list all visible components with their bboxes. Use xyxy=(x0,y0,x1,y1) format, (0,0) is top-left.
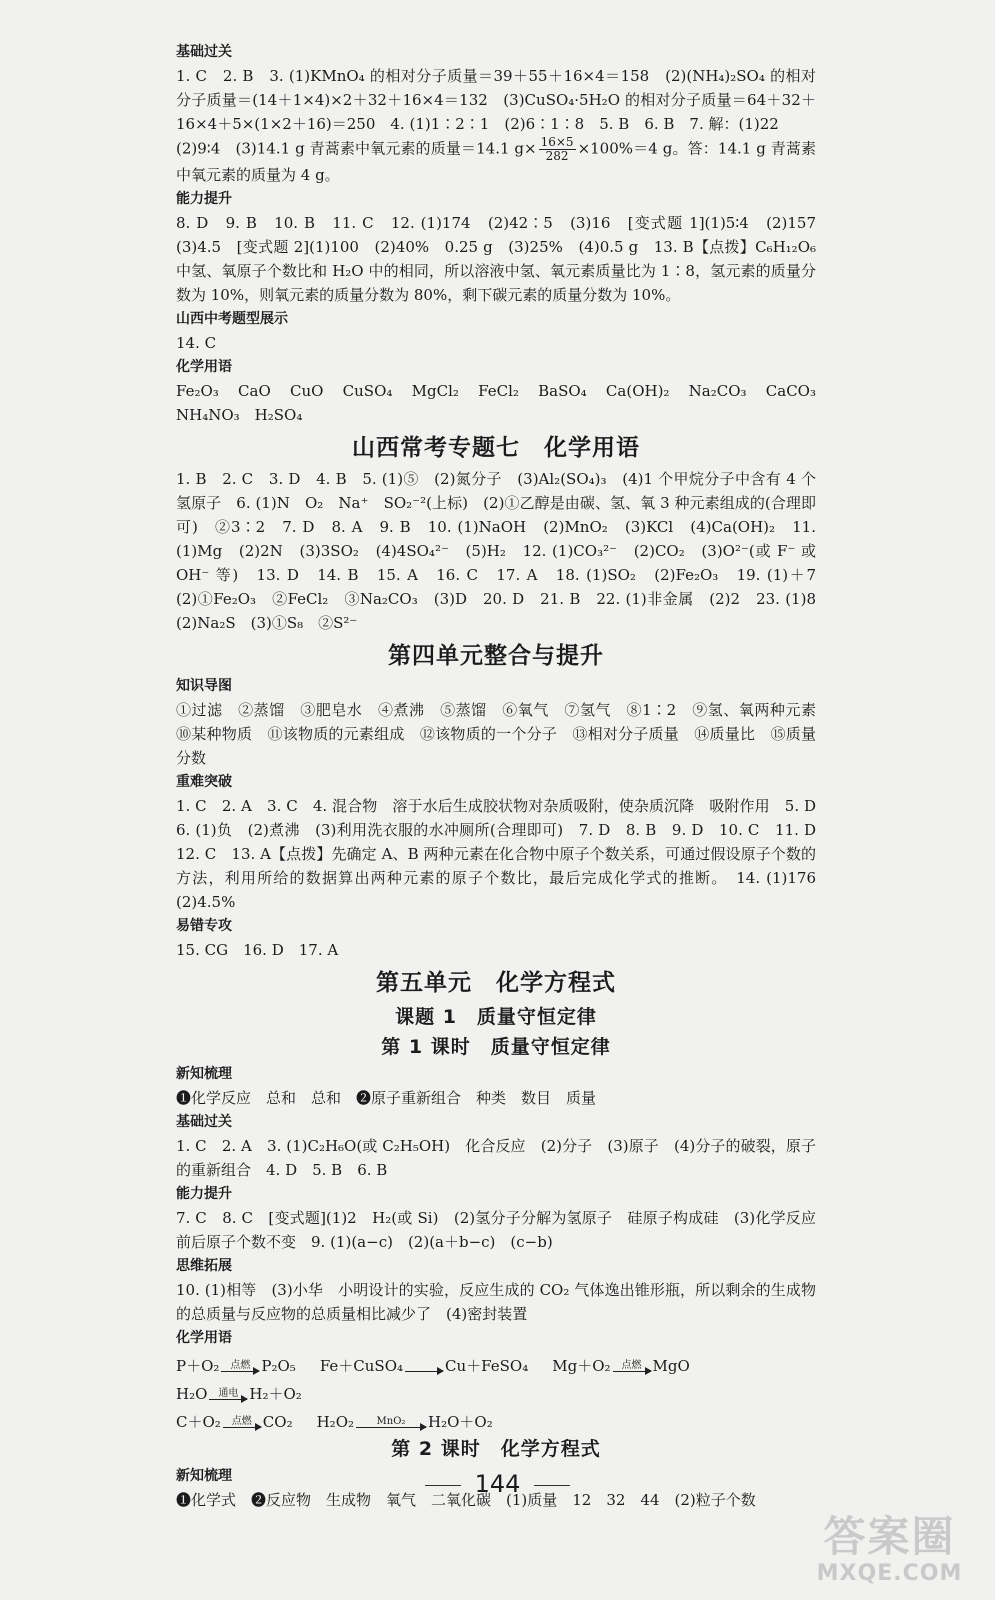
page-footer xyxy=(0,1470,995,1498)
reactants: H₂O xyxy=(176,1385,208,1403)
reactants: Fe＋CuSO₄ xyxy=(319,1357,404,1375)
reaction-condition: MnO₂ xyxy=(376,1416,406,1427)
products: MgO xyxy=(652,1357,690,1375)
reaction-arrow xyxy=(405,1371,443,1378)
answer-text: 15. CG 16. D 17. A xyxy=(176,941,339,959)
section-heading: 山西中考题型展示 xyxy=(176,311,288,327)
reactants: H₂O₂ xyxy=(316,1413,354,1431)
reaction-condition: 点燃 xyxy=(231,1416,252,1427)
page-number: 144 xyxy=(474,1470,521,1498)
reaction-arrow xyxy=(223,1416,261,1434)
section-heading: 易错专攻 xyxy=(176,918,232,934)
watermark-text: 答案圈 xyxy=(823,1512,956,1561)
reaction-arrow xyxy=(221,1360,259,1378)
reactants: P＋O₂ xyxy=(176,1357,220,1375)
lesson-title: 课题 1 质量守恒定律 xyxy=(395,1006,597,1028)
chemical-equation xyxy=(320,1354,528,1378)
reaction-condition: 点燃 xyxy=(621,1360,642,1371)
section-heading: 化学用语 xyxy=(176,1330,232,1346)
section-heading: 新知梳理 xyxy=(176,1066,232,1082)
chemical-equation xyxy=(552,1354,690,1378)
chemical-equation xyxy=(176,1410,293,1434)
answer-content xyxy=(176,40,832,1512)
unit-title: 第四单元整合与提升 xyxy=(388,643,604,669)
answer-text: 1. C 2. B 3. (1)KMnO₄ 的相对分子质量＝39＋55＋16×4＝158 (2)(NH₄)₂SO₄ 的相对分子质量＝(14＋1×4)×2＋32＋16×4＝132 (3)CuSO₄·5H₂O 的相对分子质量＝64＋32＋16×4＋5×(1×2＋16)＝250 4. (1)1∶2∶1 (2)6∶1∶8 5. B 6. B 7. 解：(1)22 xyxy=(176,67,816,133)
watermark-url: MXQE.COM xyxy=(816,1561,963,1586)
section-heading: 基础过关 xyxy=(176,44,232,60)
products: P₂O₅ xyxy=(261,1357,296,1375)
answer-text: 10. (1)相等 (3)小华 小明设计的实验，反应生成的 CO₂ 气体逸出锥形瓶，所以剩余的生成物的总质量与反应物的总质量相比减少了 (4)密封装置 xyxy=(176,1281,816,1323)
answer-text: ❶化学式 ❷反应物 生成物 氧气 二氧化碳 (1)质量 12 32 44 (2)粒子个数 xyxy=(176,1491,756,1509)
products: Cu＋FeSO₄ xyxy=(445,1357,529,1375)
answer-text-fraction-line xyxy=(176,136,816,187)
section-heading: 基础过关 xyxy=(176,1114,232,1130)
answer-text: (2)9∶4 (3)14.1 g 青蒿素中氧元素的质量＝14.1 g× xyxy=(176,139,537,158)
answer-text: ❶化学反应 总和 总和 ❷原子重新组合 种类 数目 质量 xyxy=(176,1089,597,1107)
chemical-equation xyxy=(176,1382,302,1406)
chemical-equation xyxy=(317,1410,493,1434)
section-heading: 思维拓展 xyxy=(176,1258,232,1274)
section-heading: 化学用语 xyxy=(176,359,232,375)
reactants: Mg＋O₂ xyxy=(552,1357,611,1375)
fraction-numerator: 16×5 xyxy=(540,135,574,149)
equation-row xyxy=(176,1354,816,1406)
chemical-equation xyxy=(176,1354,296,1378)
answer-text: 1. C 2. A 3. (1)C₂H₆O(或 C₂H₅OH) 化合反应 (2)分子 (3)原子 (4)分子的破裂，原子的重新组合 4. D 5. B 6. B xyxy=(176,1137,816,1179)
equation-row xyxy=(176,1410,816,1434)
period-title: 第 2 课时 化学方程式 xyxy=(391,1438,601,1460)
reaction-condition: 通电 xyxy=(218,1388,239,1399)
fraction-denominator: 282 xyxy=(545,149,569,163)
watermark-logo xyxy=(802,1513,977,1586)
answer-text: 7. C 8. C [变式题](1)2 H₂(或 Si) (2)氢分子分解为氢原子 硅原子构成硅 (3)化学反应前后原子个数不变 9. (1)(a−c) (2)(a＋b−c) (c−b) xyxy=(176,1209,816,1251)
reaction-arrow xyxy=(356,1416,426,1434)
answer-text: ×100%＝4 g。答：14.1 g 青蒿素中氧元素的质量为 4 g。 xyxy=(176,139,816,184)
formula-list: Fe₂O₃ CaO CuO CuSO₄ MgCl₂ FeCl₂ BaSO₄ Ca(OH)₂ Na₂CO₃ CaCO₃ NH₄NO₃ H₂SO₄ xyxy=(176,382,832,424)
section-heading: 重难突破 xyxy=(176,774,232,790)
answer-text: ①过滤 ②蒸馏 ③肥皂水 ④煮沸 ⑤蒸馏 ⑥氧气 ⑦氢气 ⑧1∶2 ⑨氢、氧两种元素 ⑩某种物质 ⑪该物质的元素组成 ⑫该物质的一个分子 ⑬相对分子质量 ⑭质量比 ⑮质量分数 xyxy=(176,701,832,767)
products: CO₂ xyxy=(262,1413,293,1431)
products: H₂O＋O₂ xyxy=(428,1413,493,1431)
fraction xyxy=(539,136,576,163)
topic-title: 山西常考专题七 化学用语 xyxy=(352,435,640,461)
answer-text: 14. C xyxy=(176,334,217,352)
answer-text: 1. C 2. A 3. C 4. 混合物 溶于水后生成胶状物对杂质吸附，使杂质沉降 吸附作用 5. D 6. (1)负 (2)煮沸 (3)利用洗衣服的水冲厕所(合理即可) 7. D 8. B 9. D 10. C 11. D 12. C 13. A【点拨】先确定 A、B 两种元素在化合物中原子个数关系，可通过假设原子个数的方法，利用所给的数据算出两种元素的原子个数比，最后完成化学式的推断。 14. (1)176 (2)4.5% xyxy=(176,797,832,911)
reactants: C＋O₂ xyxy=(176,1413,221,1431)
products: H₂＋O₂ xyxy=(249,1385,302,1403)
period-title: 第 1 课时 质量守恒定律 xyxy=(381,1036,611,1058)
answer-text: 1. B 2. C 3. D 4. B 5. (1)⑤ (2)氮分子 (3)Al₂(SO₄)₃ (4)1 个甲烷分子中含有 4 个氢原子 6. (1)N O₂ Na⁺ SO₂⁻²(上标) (2)①乙醇是由碳、氢、氧 3 种元素组成的(合理即可) ②3∶2 7. D 8. A 9. B 10. (1)NaOH (2)MnO₂ (3)KCl (4)Ca(OH)₂ 11. (1)Mg (2)2N (3)3SO₂ (4)4SO₄²⁻ (5)H₂ 12. (1)CO₃²⁻ (2)CO₂ (3)O²⁻(或 F⁻ 或 OH⁻ 等) 13. D 14. B 15. A 16. C 17. A 18. (1)SO₂ (2)Fe₂O₃ 19. (1)＋7 (2)①Fe₂O₃ ②FeCl₂ ③Na₂CO₃ (3)D 20. D 21. B 22. (1)非金属 (2)2 23. (1)8 (2)Na₂S (3)①S₈ ②S²⁻ xyxy=(176,470,832,632)
section-heading: 能力提升 xyxy=(176,1186,232,1202)
reaction-arrow xyxy=(613,1360,651,1378)
reaction-condition: 点燃 xyxy=(230,1360,251,1371)
unit-title: 第五单元 化学方程式 xyxy=(376,970,616,996)
section-heading: 能力提升 xyxy=(176,191,232,207)
answer-text: 8. D 9. B 10. B 11. C 12. (1)174 (2)42∶5 (3)16 [变式题 1](1)5∶4 (2)157 (3)4.5 [变式题 2](1)100 (2)40% 0.25 g (3)25% (4)0.5 g 13. B【点拨】C₆H₁₂O₆ 中氢、氧原子个数比和 H₂O 中的相同，所以溶液中氢、氧元素质量比为 1∶8，氢元素的质量分数为 10%，则氧元素的质量分数为 80%，剩下碳元素的质量分数为 10%。 xyxy=(176,214,832,304)
section-heading: 知识导图 xyxy=(176,678,232,694)
section-heading: 新知梳理 xyxy=(176,1468,232,1484)
reaction-arrow xyxy=(209,1388,247,1406)
